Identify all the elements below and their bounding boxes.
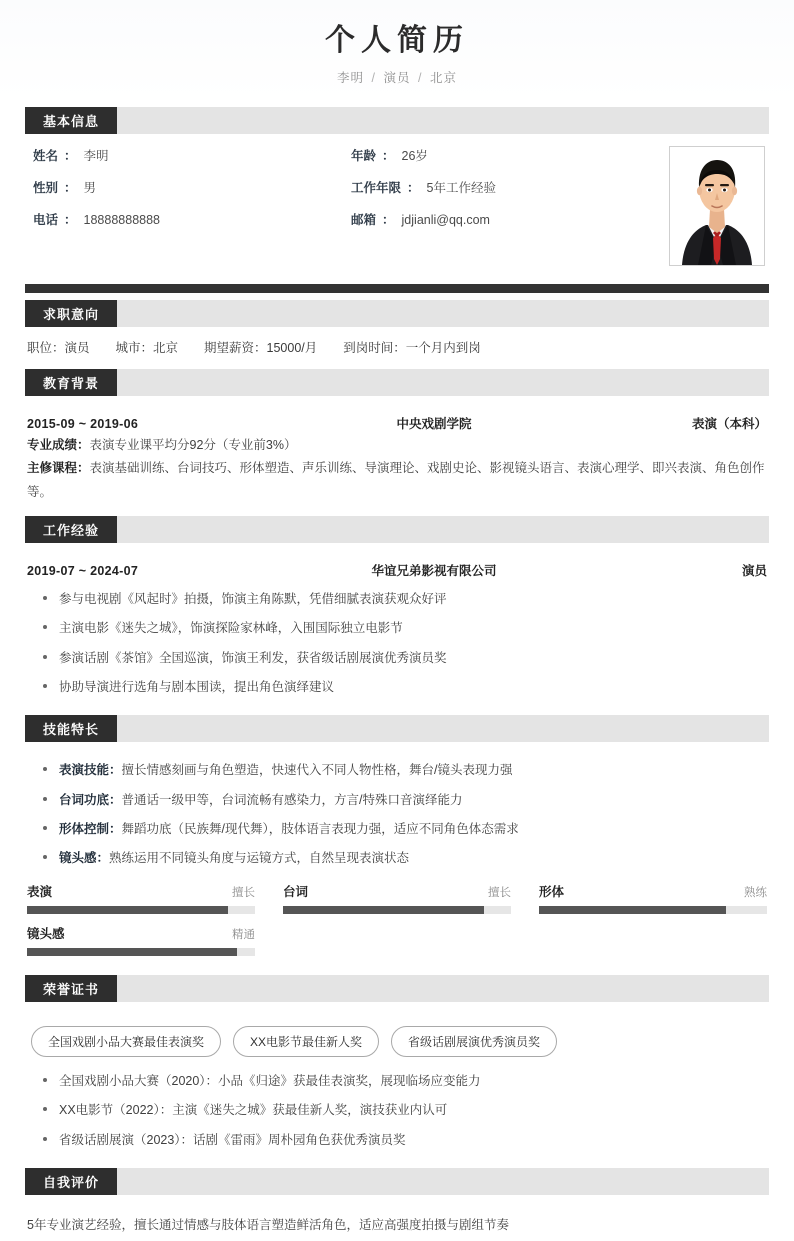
skill-bar-lines-fill — [283, 906, 484, 914]
honor-tag[interactable]: 全国戏剧小品大赛最佳表演奖 — [31, 1026, 221, 1057]
skill-bar-acting-header — [27, 882, 255, 900]
field-email-value: jdjianli@qq.com — [401, 212, 490, 227]
work-role: 演员 — [741, 563, 767, 578]
honor-tag[interactable]: XX电影节最佳新人奖 — [233, 1026, 379, 1057]
skill-bar-lines-header — [283, 882, 511, 900]
field-gender — [33, 178, 351, 196]
intent-availability: 到岗时间：一个月内到岗 — [343, 340, 481, 355]
skill-bar-camera-level: 精通 — [232, 928, 255, 941]
field-name-value: 李明 — [83, 148, 109, 163]
education-courses-text: 表演基础训练、台词技巧、形体塑造、声乐训练、导演理论、戏剧史论、影视镜头语言、表演心理学、即兴表演、角色创作等。 — [27, 461, 765, 499]
basic-info-block — [25, 134, 769, 276]
education-school: 中央戏剧学院 — [396, 416, 472, 431]
job-intent-row — [25, 327, 769, 362]
honor-tag-list — [25, 1012, 769, 1063]
selfeval-text: 5年专业演艺经验，擅长通过情感与肢体语言塑造鲜活角色，适应高强度拍摄与剧组节奏 — [27, 1217, 509, 1232]
section-header-honors — [25, 975, 769, 1002]
field-gender-colon: ： — [64, 180, 77, 195]
field-experience-label: 工作年限 — [351, 180, 402, 195]
skill-label-acting: 表演技能： — [59, 763, 122, 778]
section-title-intent: 求职意向 — [25, 300, 117, 327]
field-age-value: 26岁 — [401, 148, 428, 163]
education-courses-line — [25, 457, 769, 505]
honor-tag[interactable]: 省级话剧展演优秀演员奖 — [391, 1026, 557, 1057]
resume-header — [0, 0, 794, 100]
skill-bar-physique-level: 熟练 — [744, 886, 767, 899]
section-header-skills — [25, 715, 769, 742]
field-name-colon: ： — [64, 148, 77, 163]
field-name-label: 姓名 — [33, 148, 59, 163]
section-header-intent — [25, 300, 769, 327]
subtitle-name: 李明 — [337, 70, 365, 85]
subtitle-city: 北京 — [429, 70, 457, 85]
skill-bar-camera-track — [27, 948, 255, 956]
field-email — [351, 210, 669, 228]
skill-bar-camera-fill — [27, 948, 237, 956]
section-title-honors: 荣誉证书 — [25, 975, 117, 1002]
page-title: 个人简历 — [325, 24, 469, 57]
field-email-label: 邮箱 — [351, 212, 377, 227]
skill-bar-acting-name: 表演 — [27, 884, 53, 899]
selfeval-body — [25, 1195, 769, 1241]
skill-bar-physique-fill — [539, 906, 726, 914]
section-title-selfeval: 自我评价 — [25, 1168, 117, 1195]
work-company: 华谊兄弟影视有限公司 — [371, 563, 497, 578]
education-score-label: 专业成绩： — [27, 437, 90, 452]
skill-bars — [25, 876, 769, 964]
work-period: 2019-07 ~ 2024-07 — [27, 563, 139, 578]
education-score-line — [25, 434, 769, 458]
header-subtitle — [0, 68, 794, 86]
skill-label-physique: 形体控制： — [59, 822, 122, 836]
skill-bar-physique-track — [539, 906, 767, 914]
education-major: 表演（本科） — [691, 416, 767, 431]
skill-bar-lines — [283, 882, 511, 920]
skill-bar-acting-level: 擅长 — [232, 886, 255, 899]
section-title-basic: 基本信息 — [25, 107, 117, 134]
education-score-text: 表演专业课平均分92分（专业前3%） — [89, 437, 297, 452]
skills-body — [25, 742, 769, 968]
section-title-education: 教育背景 — [25, 369, 117, 396]
honors-bullet-list — [25, 1067, 769, 1155]
skill-bar-physique — [539, 882, 767, 920]
intent-salary: 期望薪资：15000/月 — [204, 340, 318, 355]
field-experience — [351, 178, 669, 196]
field-age-label: 年龄 — [351, 148, 377, 163]
skill-label-camera: 镜头感： — [59, 851, 110, 866]
skill-text-lines: 普通话一级甲等，台词流畅有感染力，方言/特殊口音演绎能力 — [121, 792, 463, 807]
field-experience-colon: ： — [407, 180, 420, 195]
list-item: 主演电影《迷失之城》，饰演探险家林峰，入围国际独立电影节 — [39, 614, 769, 643]
field-phone-label: 电话 — [33, 212, 59, 227]
skill-bar-camera-name: 镜头感 — [27, 926, 65, 941]
education-period: 2015-09 ~ 2019-06 — [27, 416, 139, 431]
skill-bar-physique-name: 形体 — [539, 884, 565, 899]
portrait-photo-icon — [670, 147, 764, 265]
skill-bar-lines-track — [283, 906, 511, 914]
work-entry-row — [25, 553, 769, 581]
list-item: 参演话剧《茶馆》全国巡演，饰演王利发，获省级话剧展演优秀演员奖 — [39, 644, 769, 673]
section-header-basic — [25, 107, 769, 134]
education-body — [25, 396, 769, 509]
skills-bullet-list — [25, 756, 769, 874]
skill-bar-acting-fill — [27, 906, 228, 914]
skill-bar-camera — [27, 924, 255, 962]
intent-position: 职位：演员 — [27, 340, 90, 355]
skill-label-lines: 台词功底： — [59, 792, 122, 807]
list-item: 全国戏剧小品大赛（2020）：小品《归途》获最佳表演奖，展现临场应变能力 — [39, 1067, 769, 1096]
education-courses-label: 主修课程： — [27, 461, 90, 476]
list-item — [39, 815, 769, 844]
section-header-work — [25, 516, 769, 543]
honors-body — [25, 1002, 769, 1161]
list-item — [39, 756, 769, 785]
list-item: 协助导演进行选角与剧本围读，提出角色演绎建议 — [39, 673, 769, 702]
subtitle-separator-1: / — [371, 70, 376, 85]
list-item — [39, 786, 769, 815]
field-phone — [33, 210, 351, 228]
field-gender-label: 性别 — [33, 180, 59, 195]
work-bullet-list — [25, 585, 769, 703]
skill-bar-acting — [27, 882, 255, 920]
section-divider — [25, 284, 769, 293]
list-item: 省级话剧展演（2023）：话剧《雷雨》周朴园角色获优秀演员奖 — [39, 1126, 769, 1155]
field-gender-value: 男 — [83, 180, 97, 195]
skill-bar-lines-name: 台词 — [283, 884, 309, 899]
field-age — [351, 146, 669, 164]
basic-info-fields — [25, 146, 669, 228]
skill-text-physique: 舞蹈功底（民族舞/现代舞），肢体语言表现力强，适应不同角色体态需求 — [121, 822, 519, 836]
skill-bar-physique-header — [539, 882, 767, 900]
list-item: 参与电视剧《风起时》拍摄，饰演主角陈默，凭借细腻表演获观众好评 — [39, 585, 769, 614]
subtitle-role: 演员 — [383, 70, 411, 85]
field-phone-colon: ： — [64, 212, 77, 227]
list-item — [39, 844, 769, 873]
skill-bar-camera-header — [27, 924, 255, 942]
section-header-education — [25, 369, 769, 396]
avatar — [669, 146, 765, 266]
skill-text-camera: 熟练运用不同镜头角度与运镜方式，自然呈现表演状态 — [109, 851, 410, 866]
field-age-colon: ： — [382, 148, 395, 163]
education-entry-row — [25, 406, 769, 434]
skill-bar-acting-track — [27, 906, 255, 914]
work-body — [25, 543, 769, 709]
field-experience-value: 5年工作经验 — [426, 180, 496, 195]
skill-bar-lines-level: 擅长 — [488, 886, 511, 899]
skill-text-acting: 擅长情感刻画与角色塑造，快速代入不同人物性格，舞台/镜头表现力强 — [121, 763, 513, 778]
section-title-skills: 技能特长 — [25, 715, 117, 742]
field-name — [33, 146, 351, 164]
list-item: XX电影节（2022）：主演《迷失之城》获最佳新人奖，演技获业内认可 — [39, 1096, 769, 1125]
section-title-work: 工作经验 — [25, 516, 117, 543]
intent-city: 城市：北京 — [115, 340, 179, 355]
field-email-colon: ： — [382, 212, 395, 227]
subtitle-separator-2: / — [417, 70, 423, 85]
field-phone-value: 18888888888 — [83, 212, 161, 227]
section-header-selfeval — [25, 1168, 769, 1195]
